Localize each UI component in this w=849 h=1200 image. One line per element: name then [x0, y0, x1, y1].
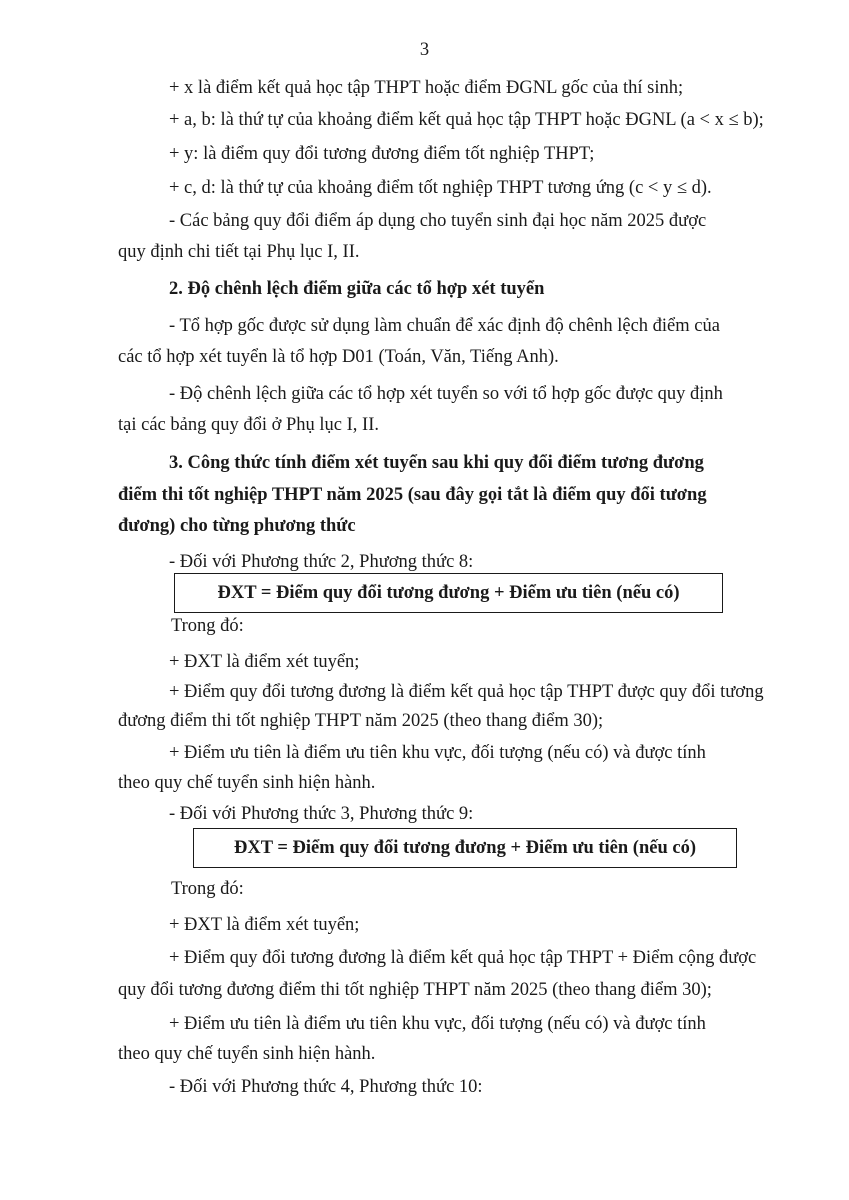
paragraph-line: + Điểm ưu tiên là điểm ưu tiên khu vực, đối tượng (nếu có) và được tính — [169, 743, 706, 763]
formula-box — [193, 828, 737, 868]
paragraph-line: đương điểm thi tốt nghiệp THPT năm 2025 (theo thang điểm 30); — [118, 711, 604, 731]
paragraph-line: + c, d: là thứ tự của khoảng điểm tốt nghiệp THPT tương ứng (c < y ≤ d). — [169, 178, 712, 198]
formula-text: ĐXT = Điểm quy đổi tương đương + Điểm ưu tiên (nếu có) — [233, 837, 697, 858]
paragraph-line: - Đối với Phương thức 3, Phương thức 9: — [169, 804, 474, 824]
paragraph-line: - Tổ hợp gốc được sử dụng làm chuẩn để xác định độ chênh lệch điểm của — [169, 316, 720, 336]
paragraph-line: + Điểm quy đổi tương đương là điểm kết quả học tập THPT + Điểm cộng được — [169, 948, 757, 968]
paragraph-line: + Điểm quy đổi tương đương là điểm kết quả học tập THPT được quy đổi tương — [169, 682, 764, 702]
paragraph-line: + a, b: là thứ tự của khoảng điểm kết quả học tập THPT hoặc ĐGNL (a < x ≤ b); — [169, 110, 764, 130]
paragraph-line: quy định chi tiết tại Phụ lục I, II. — [118, 242, 360, 262]
page-number: 3 — [419, 40, 430, 60]
paragraph-line: theo quy chế tuyển sinh hiện hành. — [118, 773, 376, 793]
paragraph-line: theo quy chế tuyển sinh hiện hành. — [118, 1044, 376, 1064]
paragraph-line: quy đổi tương đương điểm thi tốt nghiệp THPT năm 2025 (theo thang điểm 30); — [118, 980, 712, 1000]
paragraph-line: + y: là điểm quy đổi tương đương điểm tốt nghiệp THPT; — [169, 144, 595, 164]
paragraph-line: Trong đó: — [171, 616, 244, 636]
section-heading: điểm thi tốt nghiệp THPT năm 2025 (sau đây gọi tắt là điểm quy đổi tương — [118, 485, 707, 505]
paragraph-line: - Độ chênh lệch giữa các tổ hợp xét tuyển so với tổ hợp gốc được quy định — [169, 384, 723, 404]
paragraph-line: + Điểm ưu tiên là điểm ưu tiên khu vực, đối tượng (nếu có) và được tính — [169, 1014, 706, 1034]
section-heading: 3. Công thức tính điểm xét tuyển sau khi quy đổi điểm tương đương — [169, 453, 704, 473]
paragraph-line: Trong đó: — [171, 879, 244, 899]
paragraph-line: - Đối với Phương thức 4, Phương thức 10: — [169, 1077, 483, 1097]
formula-text: ĐXT = Điểm quy đổi tương đương + Điểm ưu tiên (nếu có) — [217, 582, 680, 603]
paragraph-line: - Đối với Phương thức 2, Phương thức 8: — [169, 552, 474, 572]
paragraph-line: + ĐXT là điểm xét tuyển; — [169, 652, 360, 672]
paragraph-line: các tổ hợp xét tuyển là tổ hợp D01 (Toán, Văn, Tiếng Anh). — [118, 347, 559, 367]
paragraph-line: tại các bảng quy đổi ở Phụ lục I, II. — [118, 415, 380, 435]
paragraph-line: + ĐXT là điểm xét tuyển; — [169, 915, 360, 935]
section-heading: 2. Độ chênh lệch điểm giữa các tổ hợp xét tuyển — [169, 279, 545, 299]
section-heading: đương) cho từng phương thức — [118, 516, 356, 536]
paragraph-line: - Các bảng quy đổi điểm áp dụng cho tuyển sinh đại học năm 2025 được — [169, 211, 707, 231]
formula-box — [174, 573, 723, 613]
paragraph-line: + x là điểm kết quả học tập THPT hoặc điểm ĐGNL gốc của thí sinh; — [169, 78, 684, 98]
